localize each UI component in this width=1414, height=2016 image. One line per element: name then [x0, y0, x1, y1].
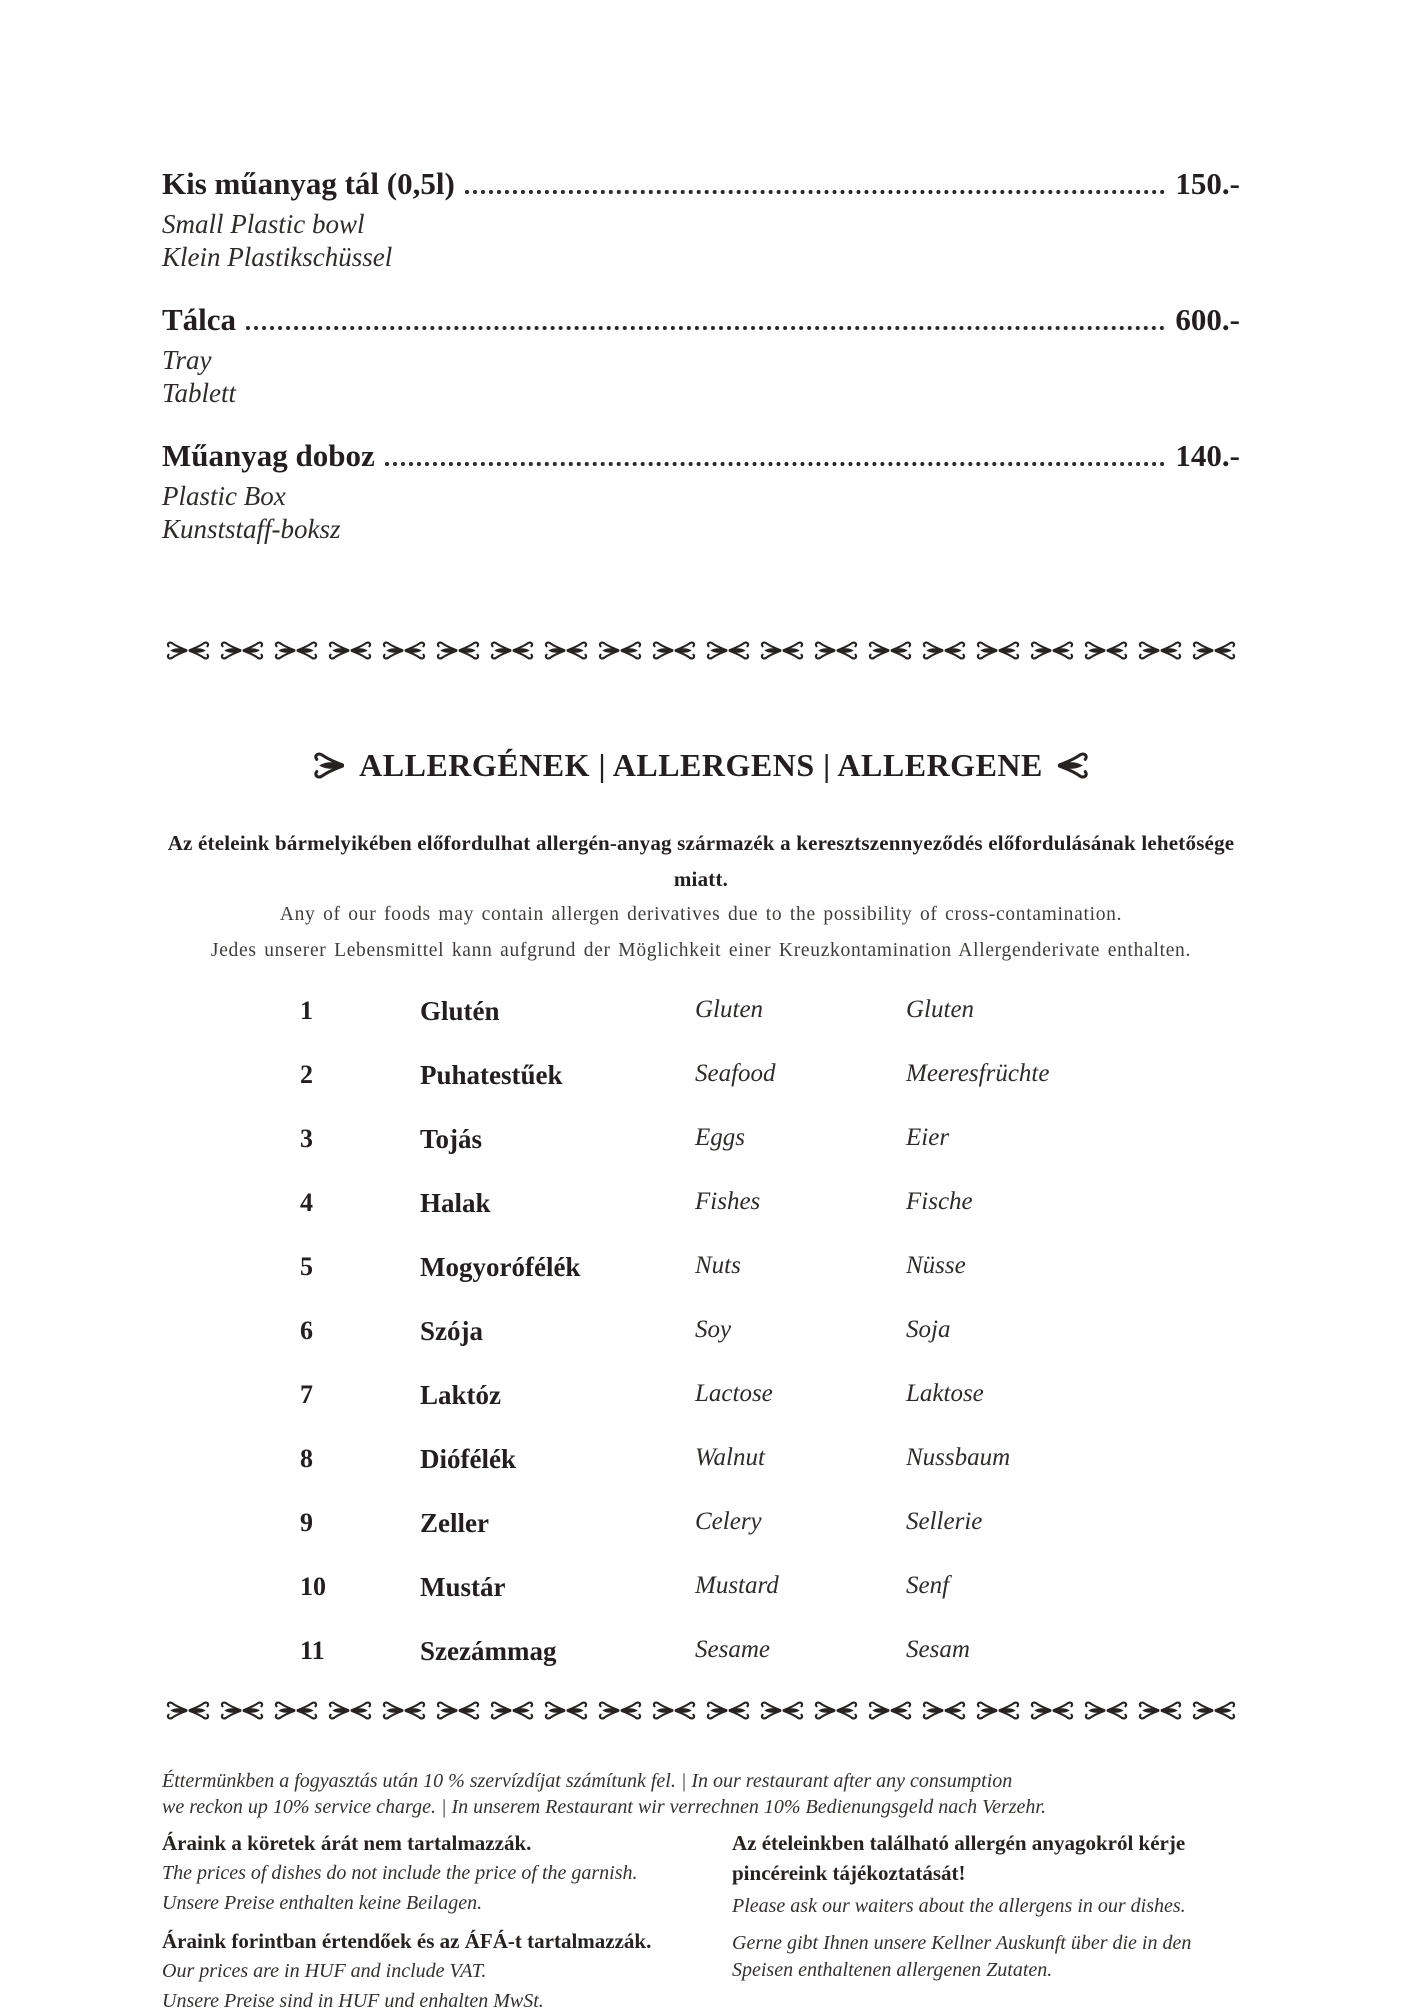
fleuron-icon [220, 1701, 264, 1720]
allergen-de: Senf [906, 1572, 950, 1599]
garnish-note-de: Unsere Preise enthalten keine Beilagen. [162, 1892, 483, 1914]
allergen-de: Soja [906, 1316, 951, 1343]
menu-item-name-hu: Tálca [162, 302, 237, 337]
allergen-en: Celery [695, 1508, 762, 1535]
allergen-table [300, 996, 1240, 1700]
allergen-hu: Halak [420, 1188, 491, 1218]
allergen-hu: Diófélék [420, 1444, 516, 1474]
fleuron-icon [706, 641, 750, 660]
footer-columns [162, 1828, 1240, 2016]
allergen-hu: Puhatestűek [420, 1060, 563, 1090]
dotted-leader [465, 190, 1166, 194]
footer-right-column [732, 1828, 1240, 2016]
allergen-en: Lactose [695, 1380, 773, 1407]
notice-en: Any of our foods may contain allergen derivatives due to the possibility of cross-contamination. [279, 904, 1123, 925]
vat-note-de: Unsere Preise sind in HUF und enhalten MwSt. [162, 1990, 544, 2012]
allergen-en: Seafood [695, 1060, 776, 1087]
allergen-num: 1 [300, 996, 313, 1025]
menu-item-price: 140.- [1175, 438, 1240, 473]
menu-item-name-en: Tray [162, 345, 212, 375]
fleuron-icon [1192, 641, 1236, 660]
menu-item-name-hu: Műanyag doboz [162, 438, 375, 473]
fleuron-icon [328, 1701, 372, 1720]
fleuron-icon [1030, 1701, 1074, 1720]
fleuron-divider [162, 1700, 1240, 1720]
fleuron-icon [490, 641, 534, 660]
fleuron-icon [814, 1701, 858, 1720]
allergen-de: Sesam [906, 1636, 970, 1663]
fleuron-icon [1057, 752, 1089, 779]
fleuron-icon [652, 1701, 696, 1720]
fleuron-icon [922, 1701, 966, 1720]
fleuron-icon [922, 641, 966, 660]
allergen-hu: Glutén [420, 996, 500, 1026]
allergen-hu: Laktóz [420, 1380, 501, 1410]
fleuron-icon [382, 641, 426, 660]
fleuron-icon [1084, 641, 1128, 660]
allergen-de: Nüsse [906, 1252, 966, 1279]
fleuron-icon [760, 1701, 804, 1720]
allergen-hu: Mustár [420, 1572, 506, 1602]
allergen-note-de: Gerne gibt Ihnen unsere Kellner Auskunft über die in den Speisen enthaltenen allergenen Zutaten. [732, 1932, 1192, 1981]
service-charge-line1: Éttermünkben a fogyasztás után 10 % szervízdíjat számítunk fel. | In our restaurant after any consumption [162, 1770, 1013, 1792]
allergen-en: Sesame [695, 1636, 770, 1663]
fleuron-icon [313, 752, 345, 779]
menu-item-name-de: Tablett [162, 378, 237, 408]
allergen-num: 2 [300, 1060, 313, 1089]
allergen-hu: Zeller [420, 1508, 489, 1538]
vat-note-hu: Áraink forintban értendőek és az ÁFÁ-t tartalmazzák. [162, 1929, 652, 1953]
menu-item-name-de: Kunststaff-boksz [162, 514, 341, 544]
fleuron-icon [544, 641, 588, 660]
fleuron-icon [760, 641, 804, 660]
allergen-de: Laktose [906, 1380, 984, 1407]
service-charge-note [162, 1768, 1240, 1820]
allergen-en: Soy [695, 1316, 732, 1343]
dotted-leader [385, 462, 1166, 466]
service-charge-line2: we reckon up 10% service charge. | In unserem Restaurant wir verrechnen 10% Bedienungsgeld nach Verzehr. [162, 1796, 1046, 1818]
menu-items-section [162, 168, 1240, 546]
fleuron-icon [166, 1701, 210, 1720]
fleuron-icon [814, 641, 858, 660]
menu-item-line [162, 304, 1240, 336]
allergen-hu: Szója [420, 1316, 483, 1346]
fleuron-icon [166, 641, 210, 660]
menu-item [162, 304, 1240, 410]
fleuron-icon [706, 1701, 750, 1720]
allergen-num: 11 [300, 1636, 325, 1665]
menu-item [162, 440, 1240, 546]
allergen-num: 7 [300, 1380, 313, 1409]
fleuron-icon [1030, 641, 1074, 660]
notice-de: Jedes unserer Lebensmittel kann aufgrund der Möglichkeit einer Kreuzkontamination Allergenderivate enthalten. [210, 940, 1192, 961]
allergen-note-hu: Az ételeinkben található allergén anyagokról kérje pincéreink tájékoztatását! [732, 1831, 1186, 1885]
allergen-en: Gluten [695, 996, 764, 1023]
fleuron-icon [544, 1701, 588, 1720]
fleuron-icon [976, 1701, 1020, 1720]
allergen-num: 4 [300, 1188, 313, 1217]
fleuron-icon [220, 641, 264, 660]
notice-hu: Az ételeink bármelyikében előfordulhat allergén-anyag származék a keresztszennyeződés előfordulásának lehetősége miatt. [167, 831, 1235, 891]
fleuron-icon [1084, 1701, 1128, 1720]
allergen-num: 9 [300, 1508, 313, 1537]
allergen-de: Nussbaum [906, 1444, 1011, 1471]
fleuron-divider [162, 640, 1240, 660]
fleuron-icon [1138, 641, 1182, 660]
dotted-leader [246, 326, 1165, 330]
fleuron-icon [598, 1701, 642, 1720]
garnish-note-hu: Áraink a köretek árát nem tartalmazzák. [162, 1831, 532, 1855]
allergen-num: 6 [300, 1316, 313, 1345]
fleuron-icon [490, 1701, 534, 1720]
menu-item-price: 150.- [1175, 166, 1240, 201]
allergen-hu: Szezámmag [420, 1636, 557, 1666]
allergen-num: 10 [300, 1572, 326, 1601]
menu-item [162, 168, 1240, 274]
allergen-de: Fische [906, 1188, 973, 1215]
menu-item-name-de: Klein Plastikschüssel [162, 242, 393, 272]
menu-item-price: 600.- [1175, 302, 1240, 337]
fleuron-icon [598, 641, 642, 660]
allergen-notices [162, 825, 1240, 969]
fleuron-icon [652, 641, 696, 660]
vat-note-en: Our prices are in HUF and include VAT. [162, 1960, 487, 1982]
fleuron-icon [436, 1701, 480, 1720]
allergen-en: Mustard [695, 1572, 779, 1599]
menu-item-line [162, 168, 1240, 200]
garnish-note-en: The prices of dishes do not include the price of the garnish. [162, 1862, 638, 1884]
allergen-hu: Tojás [420, 1124, 483, 1154]
allergen-note-en: Please ask our waiters about the allergens in our dishes. [732, 1895, 1186, 1917]
allergen-num: 3 [300, 1124, 313, 1153]
allergen-en: Fishes [695, 1188, 761, 1215]
allergen-en: Nuts [695, 1252, 741, 1279]
allergen-de: Meeresfrüchte [906, 1060, 1050, 1087]
menu-item-name-hu: Kis műanyag tál (0,5l) [162, 166, 455, 201]
fleuron-icon [274, 641, 318, 660]
allergen-hu: Mogyorófélék [420, 1252, 581, 1282]
menu-item-line [162, 440, 1240, 472]
allergen-en: Walnut [695, 1444, 765, 1471]
fleuron-icon [1138, 1701, 1182, 1720]
fleuron-icon [328, 641, 372, 660]
menu-item-name-en: Plastic Box [162, 481, 286, 511]
menu-item-name-en: Small Plastic bowl [162, 209, 365, 239]
fleuron-icon [976, 641, 1020, 660]
allergen-de: Eier [906, 1124, 950, 1151]
fleuron-icon [868, 1701, 912, 1720]
allergen-en: Eggs [695, 1124, 745, 1151]
fleuron-icon [868, 641, 912, 660]
fleuron-icon [382, 1701, 426, 1720]
allergen-num: 5 [300, 1252, 313, 1281]
fleuron-icon [436, 641, 480, 660]
footer-left-column [162, 1828, 732, 2016]
allergen-section-title: ALLERGÉNEK | ALLERGENS | ALLERGENE [359, 747, 1043, 783]
fleuron-icon [274, 1701, 318, 1720]
allergen-de: Sellerie [906, 1508, 983, 1535]
allergen-num: 8 [300, 1444, 313, 1473]
allergen-header [162, 747, 1240, 783]
allergen-de: Gluten [906, 996, 975, 1023]
fleuron-icon [1192, 1701, 1236, 1720]
